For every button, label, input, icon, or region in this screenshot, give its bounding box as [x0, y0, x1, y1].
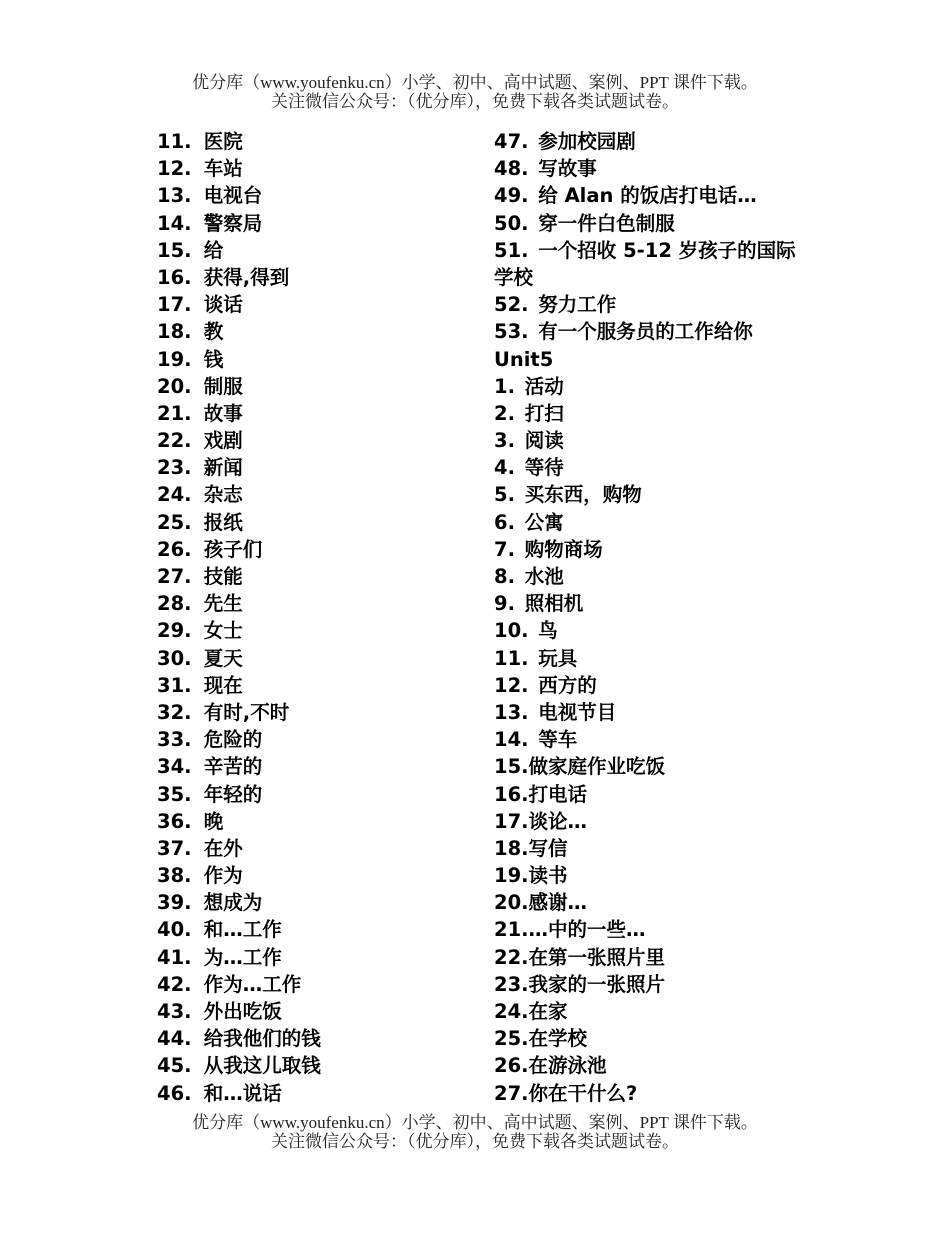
vocab-item-text: 读书	[528, 864, 568, 888]
vocab-item	[157, 672, 477, 699]
vocab-item	[157, 400, 477, 427]
vocab-item	[157, 862, 477, 889]
vocab-item-number: 9.	[494, 592, 515, 616]
vocab-item	[494, 699, 814, 726]
vocab-item-number: 24.	[494, 1000, 529, 1023]
vocab-item-text: 和…工作	[203, 918, 282, 942]
vocab-item	[494, 1052, 814, 1079]
vocab-item-number: 34.	[157, 755, 192, 779]
vocab-item-number: 23.	[157, 456, 192, 480]
vocab-item-text: 现在	[203, 673, 243, 697]
vocab-item-number: 49.	[494, 184, 529, 208]
vocab-item-text: 西方的	[538, 673, 597, 697]
vocab-item-text: 水池	[524, 565, 564, 588]
vocab-item	[157, 237, 477, 264]
vocab-item-number: 22.	[494, 945, 529, 969]
vocab-item-number: 26.	[157, 537, 192, 561]
vocab-item-text: 车站	[203, 157, 243, 181]
vocab-item-text: 写故事	[538, 157, 597, 181]
vocab-item-text: 和…说话	[203, 1081, 282, 1105]
vocab-item	[157, 481, 477, 508]
vocab-item-text: 买东西，购物	[524, 483, 642, 507]
vocab-item-number: 19.	[157, 347, 192, 371]
vocab-item-number: 12.	[494, 673, 529, 697]
footer-line-2: 关注微信公众号：（优分库），免费下载各类试题试卷。	[271, 1132, 679, 1151]
page-footer	[0, 1113, 950, 1151]
vocab-item-text: 写信	[528, 836, 568, 860]
vocab-item-text: 戏剧	[203, 429, 243, 453]
vocab-item-number: 2.	[494, 401, 515, 425]
vocab-item-text: 技能	[203, 565, 243, 588]
page-header	[0, 73, 950, 111]
vocab-item-number: 40.	[157, 918, 192, 942]
vocab-item-text: 故事	[203, 401, 243, 425]
vocab-item	[157, 427, 477, 454]
vocab-item-text: 教	[203, 320, 224, 344]
vocab-item-text: 在学校	[528, 1027, 588, 1051]
vocab-item-number: 14.	[494, 728, 529, 752]
vocab-item-text: 女士	[203, 619, 243, 643]
vocab-item-text: 想成为	[203, 891, 263, 915]
vocab-item-number: 7.	[494, 537, 515, 561]
vocab-item-number: 31.	[157, 673, 192, 697]
vocab-item-number: 8.	[494, 565, 515, 588]
vocab-item-number: 3.	[494, 429, 515, 453]
vocab-item-text: Unit5	[494, 347, 554, 371]
vocab-item-text: 从我这儿取钱	[203, 1054, 321, 1078]
vocab-item	[157, 1080, 477, 1107]
vocab-item	[157, 617, 477, 644]
vocab-item-number: 39.	[157, 891, 192, 915]
vocab-item	[494, 400, 814, 427]
vocab-item-text: 年轻的	[203, 782, 263, 806]
vocab-item-text: 作为…工作	[203, 972, 302, 996]
vocab-item	[157, 155, 477, 182]
vocab-item-number: 32.	[157, 700, 192, 724]
vocab-item-number: 46.	[157, 1081, 192, 1105]
vocab-item	[157, 726, 477, 753]
vocab-item	[157, 373, 477, 400]
vocab-item-number: 25.	[494, 1027, 529, 1051]
vocab-item	[157, 998, 477, 1025]
vocab-item-text: 报纸	[203, 510, 243, 534]
vocab-item-text: 感谢…	[528, 891, 588, 915]
vocab-item-number: 15.	[494, 755, 529, 779]
vocab-item	[157, 264, 477, 291]
vocab-item-text: …中的一些…	[528, 918, 646, 942]
vocab-item-text: 谈话	[203, 293, 243, 317]
vocab-item	[494, 536, 814, 563]
vocab-item-number: 41.	[157, 945, 192, 969]
vocab-item	[157, 808, 477, 835]
vocab-item-text: 杂志	[203, 483, 243, 507]
vocab-item-number: 24.	[157, 483, 192, 507]
vocab-item	[157, 944, 477, 971]
vocab-item-number: 15.	[157, 238, 192, 262]
vocab-item-number: 10.	[494, 619, 529, 643]
header-line-1: 优分库（www.youfenku.cn）小学、初中、高中试题、案例、PPT 课件下载。	[192, 73, 758, 92]
vocab-item-number: 16.	[157, 265, 192, 289]
vocab-item-number: 12.	[157, 157, 192, 181]
vocab-item-text: 打电话	[528, 782, 588, 806]
vocab-item-number: 51.	[494, 238, 529, 262]
vocab-item-number: 5.	[494, 483, 515, 507]
vocab-item-text: 学校	[494, 265, 534, 289]
vocab-item-number: 17.	[157, 293, 192, 317]
vocab-item	[157, 971, 477, 998]
vocab-item	[157, 346, 477, 373]
vocab-item-text: 新闻	[203, 456, 243, 480]
vocab-item-number: 4.	[494, 456, 515, 480]
vocab-item	[157, 509, 477, 536]
vocab-item-text: 谈论…	[528, 809, 588, 833]
vocab-item-text: 先生	[203, 592, 243, 616]
vocab-item-text: 打扫	[524, 401, 564, 425]
vocab-item-text: 作为	[203, 864, 243, 888]
vocab-item-number: 19.	[494, 864, 529, 888]
right-vocabulary-column	[494, 128, 814, 1107]
vocab-item-number: 52.	[494, 293, 529, 317]
vocab-item	[494, 916, 814, 943]
vocab-item-number: 25.	[157, 510, 192, 534]
vocab-item	[494, 427, 814, 454]
vocab-item-number: 36.	[157, 809, 192, 833]
vocab-item	[157, 454, 477, 481]
vocab-item-number: 20.	[157, 374, 192, 398]
vocab-item	[494, 862, 814, 889]
vocab-item	[157, 563, 477, 590]
vocab-item	[494, 808, 814, 835]
vocab-item-number: 47.	[494, 130, 529, 153]
vocab-item-number: 17.	[494, 809, 529, 833]
vocab-item-text: 有一个服务员的工作给你	[538, 320, 753, 344]
vocab-item	[494, 672, 814, 699]
vocab-item	[157, 753, 477, 780]
vocab-item-number: 20.	[494, 891, 529, 915]
vocab-item	[157, 128, 477, 155]
vocab-item	[494, 1080, 814, 1107]
vocab-item-number: 43.	[157, 1000, 192, 1023]
vocab-item	[494, 971, 814, 998]
vocab-item-text: 努力工作	[538, 293, 617, 317]
vocab-item-text: 电视台	[203, 184, 263, 208]
vocab-item	[494, 454, 814, 481]
vocab-item-text: 阅读	[524, 429, 564, 453]
vocab-item	[494, 264, 814, 291]
vocab-item-text: 照相机	[524, 592, 584, 616]
vocab-item-text: 穿一件白色制服	[538, 211, 675, 235]
vocab-item	[494, 753, 814, 780]
vocab-item	[494, 509, 814, 536]
vocab-item-text: 参加校园剧	[538, 130, 636, 153]
vocab-item-number: 27.	[494, 1081, 529, 1105]
vocab-item-text: 电视节目	[538, 700, 617, 724]
vocab-item-text: 有时,不时	[203, 700, 290, 724]
vocab-item-number: 23.	[494, 972, 529, 996]
vocab-item-text: 制服	[203, 374, 243, 398]
vocab-item-number: 16.	[494, 782, 529, 806]
vocab-item-number: 35.	[157, 782, 192, 806]
vocab-item-number: 11.	[494, 646, 529, 670]
vocab-item-text: 购物商场	[524, 537, 603, 561]
vocab-item-number: 50.	[494, 211, 529, 235]
vocab-item	[494, 889, 814, 916]
vocab-item	[494, 210, 814, 237]
vocab-item-number: 21.	[157, 401, 192, 425]
vocab-item	[494, 291, 814, 318]
vocab-item-number: 37.	[157, 836, 192, 860]
vocab-item-text: 我家的一张照片	[528, 972, 666, 996]
vocab-item	[494, 237, 814, 264]
vocab-item-text: 为…工作	[203, 945, 282, 969]
vocab-item	[157, 1025, 477, 1052]
vocab-item	[494, 563, 814, 590]
vocab-item-text: 在第一张照片里	[528, 945, 666, 969]
vocab-item-text: 孩子们	[203, 537, 263, 561]
vocab-item-text: 获得,得到	[203, 265, 290, 289]
vocab-item-text: 警察局	[203, 211, 263, 235]
vocab-item	[494, 617, 814, 644]
vocab-item-text: 夏天	[203, 646, 243, 670]
vocab-item-text: 在游泳池	[528, 1054, 607, 1078]
vocab-item-number: 1.	[494, 374, 515, 398]
vocab-item-number: 29.	[157, 619, 192, 643]
vocab-item	[494, 346, 814, 373]
header-line-2: 关注微信公众号：（优分库），免费下载各类试题试卷。	[271, 92, 679, 111]
vocab-item-number: 18.	[157, 320, 192, 344]
vocab-item	[157, 781, 477, 808]
vocab-item-text: 钱	[203, 347, 224, 371]
vocab-item	[494, 781, 814, 808]
vocab-item-text: 等待	[524, 456, 564, 480]
vocab-item-text: 在外	[203, 836, 243, 860]
vocab-item	[157, 889, 477, 916]
vocab-item-number: 38.	[157, 864, 192, 888]
vocab-item	[494, 944, 814, 971]
vocab-item-text: 你在干什么?	[528, 1081, 638, 1105]
vocab-item-text: 做家庭作业吃饭	[528, 755, 666, 779]
vocab-item	[157, 699, 477, 726]
vocab-item-text: 鸟	[538, 619, 558, 643]
vocab-item-number: 26.	[494, 1054, 529, 1078]
vocab-item	[494, 318, 814, 345]
vocab-item-text: 给我他们的钱	[203, 1027, 321, 1051]
vocab-item-text: 等车	[538, 728, 578, 752]
vocab-item	[494, 155, 814, 182]
vocab-item-number: 42.	[157, 972, 192, 996]
vocab-item-number: 13.	[494, 700, 529, 724]
vocab-item-text: 公寓	[524, 510, 564, 534]
vocab-item	[157, 318, 477, 345]
vocab-item-number: 33.	[157, 728, 192, 752]
vocab-item-text: 给 Alan 的饭店打电话…	[538, 184, 757, 208]
vocab-item-text: 在家	[528, 1000, 568, 1023]
vocab-item-number: 6.	[494, 510, 515, 534]
vocab-item-number: 21.	[494, 918, 529, 942]
vocab-item-number: 14.	[157, 211, 192, 235]
vocab-item-text: 一个招收 5-12 岁孩子的国际	[538, 238, 796, 262]
vocab-item-text: 辛苦的	[203, 755, 263, 779]
vocab-item-text: 危险的	[203, 728, 263, 752]
vocab-item-number: 28.	[157, 592, 192, 616]
vocab-item-number: 11.	[157, 130, 192, 153]
vocab-item	[157, 590, 477, 617]
vocab-item-number: 53.	[494, 320, 529, 344]
vocab-item	[157, 645, 477, 672]
vocab-item	[157, 536, 477, 563]
vocab-item-number: 27.	[157, 565, 192, 588]
vocab-item-text: 医院	[203, 130, 243, 153]
left-vocabulary-column	[157, 128, 477, 1107]
vocab-item-text: 活动	[524, 374, 564, 398]
vocab-item	[157, 1052, 477, 1079]
vocab-item	[494, 128, 814, 155]
vocab-item-number: 30.	[157, 646, 192, 670]
vocab-item	[494, 1025, 814, 1052]
vocab-item	[157, 210, 477, 237]
vocab-item	[494, 645, 814, 672]
vocab-item-number: 45.	[157, 1054, 192, 1078]
vocab-item	[494, 835, 814, 862]
vocab-item-number: 18.	[494, 836, 529, 860]
vocab-item	[494, 481, 814, 508]
vocab-item	[157, 916, 477, 943]
vocab-item	[157, 835, 477, 862]
vocab-item-text: 给	[203, 238, 224, 262]
vocab-item	[157, 182, 477, 209]
vocab-item-number: 44.	[157, 1027, 192, 1051]
vocab-item-number: 13.	[157, 184, 192, 208]
vocab-item-text: 外出吃饭	[203, 1000, 282, 1023]
vocab-item	[494, 590, 814, 617]
vocab-item	[494, 998, 814, 1025]
vocab-item-number: 48.	[494, 157, 529, 181]
vocab-item	[157, 291, 477, 318]
vocab-item	[494, 373, 814, 400]
vocab-item-number: 22.	[157, 429, 192, 453]
vocab-item	[494, 726, 814, 753]
footer-line-1: 优分库（www.youfenku.cn）小学、初中、高中试题、案例、PPT 课件下载。	[192, 1113, 758, 1132]
vocab-item	[494, 182, 814, 209]
vocab-item-text: 晚	[203, 809, 224, 833]
vocab-item-text: 玩具	[538, 646, 578, 670]
